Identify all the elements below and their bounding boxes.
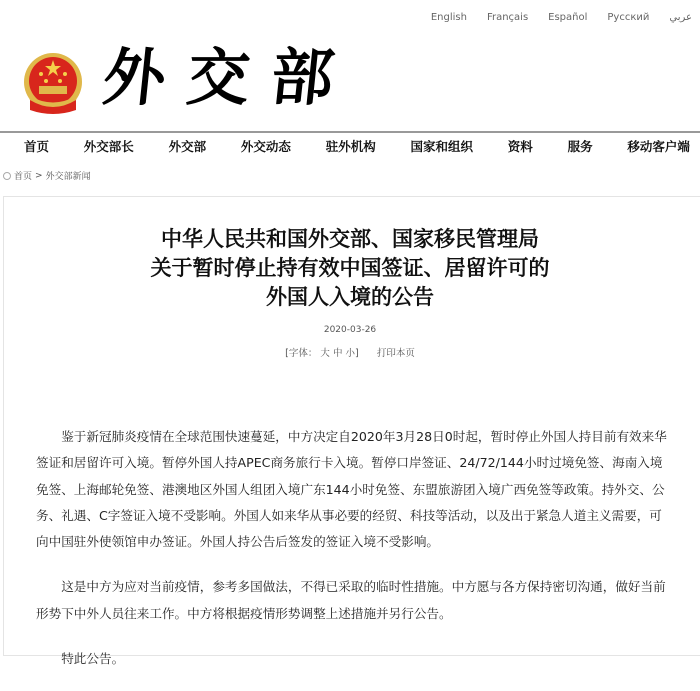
header-divider [0, 131, 700, 133]
lang-spanish[interactable]: Español [548, 12, 588, 23]
paragraph: 这是中方为应对当前疫情，参考多国做法，不得已采取的临时性措施。中方愿与各方保持密切沟通，做好当前形势下中外人员往来工作。中方将根据疫情形势调整上述措施并另行公告。 [36, 579, 666, 621]
lang-arabic[interactable]: عربي [669, 12, 692, 23]
font-large-button[interactable]: 大 [320, 348, 330, 359]
nav-minister[interactable]: 外交部长 [83, 139, 134, 154]
title-line: 中华人民共和国外交部、国家移民管理局 [161, 227, 539, 251]
article-body [36, 424, 674, 691]
paragraph: 特此公告。 [61, 651, 125, 667]
article-tools [0, 345, 700, 359]
breadcrumb [3, 169, 91, 182]
article-title [0, 225, 700, 312]
nav-mobile[interactable]: 移动客户端 [627, 139, 690, 154]
breadcrumb-home[interactable]: 首页 [14, 172, 33, 182]
paragraph: 鉴于新冠肺炎疫情在全球范围快速蔓延，中方决定自2020年3月28日0时起，暂时停止外国人持目前有效来华签证和居留许可入境。暂停外国人持APEC商务旅行卡入境。暂停口岸签证、24/72/144小时过境免签、海南入境免签、上海邮轮免签、港澳地区外国人组团入境广东144小时免签、东盟旅游团入境广西免签等政策。持外交、公务、礼遇、C字签证入境不受影响。外国人如来华从事必要的经贸、科技等活动，以及出于紧急人道主义需要，可向中国驻外使领馆申办签证。外国人持公告后签发的签证入境不受影响。 [36, 429, 667, 550]
article-date: 2020-03-26 [323, 325, 377, 335]
nav-services[interactable]: 服务 [567, 139, 593, 154]
ministry-calligraphy-logo[interactable]: 外交部 [99, 41, 360, 114]
nav-missions[interactable]: 驻外机构 [325, 139, 376, 154]
nav-diplomatic-news[interactable]: 外交动态 [240, 139, 291, 154]
nav-home[interactable]: 首页 [24, 139, 50, 154]
breadcrumb-separator: > [35, 170, 43, 181]
font-small-button[interactable]: 小] [345, 348, 359, 359]
font-size-label: [字体： [285, 348, 318, 359]
lang-russian[interactable]: Русский [607, 12, 650, 23]
breadcrumb-current[interactable]: 外交部新闻 [45, 172, 91, 182]
language-links [411, 12, 692, 23]
breadcrumb-bullet-icon [3, 172, 11, 180]
nav-resources[interactable]: 资料 [507, 139, 533, 154]
font-medium-button[interactable]: 中 [332, 348, 343, 359]
nav-countries[interactable]: 国家和组织 [410, 139, 473, 154]
title-line: 关于暂时停止持有效中国签证、居留许可的 [150, 256, 550, 280]
main-nav [0, 137, 700, 157]
nav-ministry[interactable]: 外交部 [168, 139, 207, 154]
title-line: 外国人入境的公告 [266, 285, 434, 309]
print-button[interactable]: 打印本页 [376, 348, 415, 359]
lang-english[interactable]: English [430, 12, 467, 23]
national-emblem-icon[interactable] [22, 52, 84, 116]
lang-french[interactable]: Français [486, 12, 529, 23]
